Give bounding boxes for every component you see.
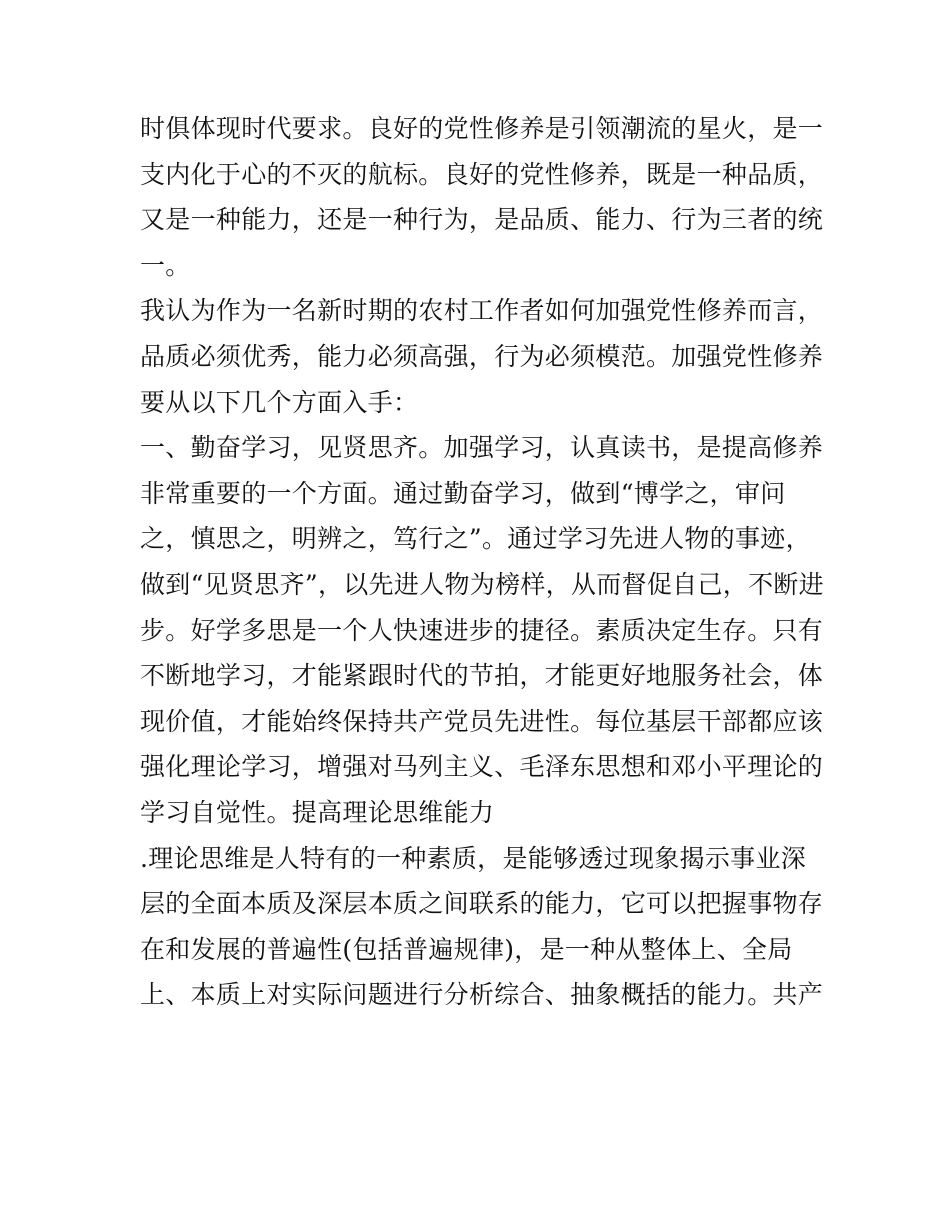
body-text bbox=[140, 106, 830, 1018]
text-line-18: 层的全面本质及深层本质之间联系的能力，它可以把握事物存 bbox=[140, 889, 824, 919]
text-line-20: 上、本质上对实际问题进行分析综合、抽象概括的能力。共产 bbox=[140, 980, 824, 1010]
text-line-6: 品质必须优秀，能力必须高强，行为必须模范。加强党性修养 bbox=[140, 341, 824, 371]
text-line-19: 在和发展的普遍性(包括普遍规律)，是一种从整体上、全局 bbox=[140, 934, 793, 964]
text-line-10: 之，慎思之，明辨之，笃行之”。通过学习先进人物的事迹， bbox=[140, 524, 811, 554]
text-line-5: 我认为作为一名新时期的农村工作者如何加强党性修养而言， bbox=[140, 296, 824, 326]
text-line-14: 现价值，才能始终保持共产党员先进性。每位基层干部都应该 bbox=[140, 706, 824, 736]
text-line-13: 不断地学习，才能紧跟时代的节拍，才能更好地服务社会，体 bbox=[140, 661, 824, 691]
text-line-2: 支内化于心的不灭的航标。良好的党性修养，既是一种品质， bbox=[140, 159, 824, 189]
text-line-8: 一、勤奋学习，见贤思齐。加强学习，认真读书，是提高修养 bbox=[140, 433, 824, 463]
text-line-16: 学习自觉性。提高理论思维能力 bbox=[140, 797, 495, 827]
text-line-7: 要从以下几个方面入手： bbox=[140, 387, 419, 417]
text-line-4: 一。 bbox=[140, 250, 191, 280]
text-line-9: 非常重要的一个方面。通过勤奋学习，做到“博学之，审问 bbox=[140, 478, 786, 508]
text-line-1: 时俱体现时代要求。良好的党性修养是引领潮流的星火，是一 bbox=[140, 114, 824, 143]
text-line-17: .理论思维是人特有的一种素质，是能够透过现象揭示事业深 bbox=[140, 843, 807, 873]
text-line-3: 又是一种能力，还是一种行为，是品质、能力、行为三者的统 bbox=[140, 205, 824, 235]
text-line-15: 强化理论学习，增强对马列主义、毛泽东思想和邓小平理论的 bbox=[140, 752, 824, 782]
text-line-11: 做到“见贤思齐”，以先进人物为榜样，从而督促自己，不断进 bbox=[140, 569, 824, 599]
text-line-12: 步。好学多思是一个人快速进步的捷径。素质决定生存。只有 bbox=[140, 615, 824, 645]
